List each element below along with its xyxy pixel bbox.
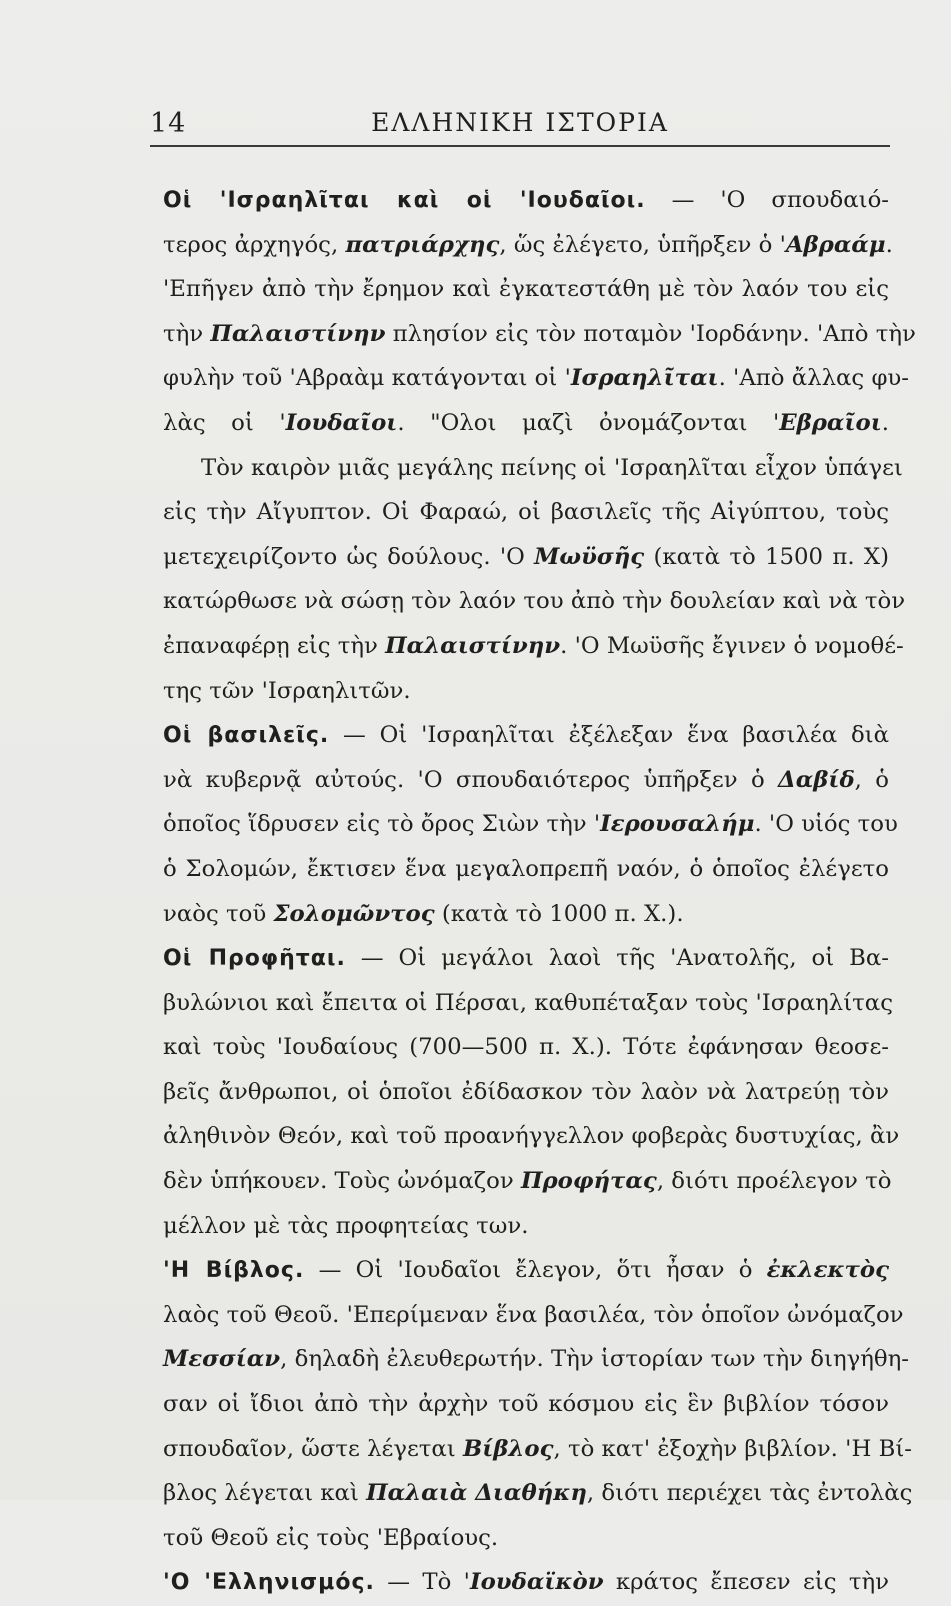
text-run: — Οἱ 'Ισραηλῖται ἐξέλεξαν ἕνα βασιλέα διὰ — [329, 722, 890, 749]
text-run: , διότι προέλεγον τὸ — [656, 1168, 892, 1195]
text-line — [163, 1560, 889, 1605]
text-run: . 'Απὸ ἄλλας φυ- — [718, 365, 909, 392]
text-run: λὰς οἱ ' — [163, 409, 286, 436]
text-line — [163, 1293, 904, 1338]
section-heading: 'Ο 'Ελληνισμός. — [163, 1570, 375, 1596]
paragraph — [163, 936, 900, 1248]
emphasized-term: Αβραάμ — [785, 231, 886, 258]
text-run: σαν οἱ ἴδιοι ἀπὸ τὴν ἀρχὴν τοῦ κόσμου εἰς ἓν βιβλίον τόσον — [163, 1391, 889, 1418]
text-run: ὁ Σολομών, ἔκτισεν ἕνα μεγαλοπρεπῆ ναόν, ὁ ὁποῖος ἐλέγετο — [163, 855, 889, 882]
text-line — [163, 267, 889, 312]
text-run: λαὸς τοῦ Θεοῦ. 'Επερίμεναν ἕνα βασιλέα, τὸν ὁποῖον ὠνόμαζον — [163, 1301, 904, 1328]
text-line — [163, 1204, 889, 1249]
paragraph — [163, 1560, 889, 1605]
text-line — [163, 1427, 912, 1472]
text-line — [163, 535, 889, 580]
emphasized-term: Σολομῶντος — [273, 900, 435, 927]
emphasized-term: Παλαιὰ Διαθήκη — [366, 1480, 587, 1507]
text-run: , διότι περιέχει τὰς ἐντολὰς — [586, 1480, 913, 1507]
page-number: 14 — [150, 108, 187, 139]
emphasized-term: Ιουδαῖοι — [285, 409, 398, 436]
text-line — [163, 1516, 889, 1561]
text-line — [163, 669, 889, 714]
text-run: 'Επῆγεν ἀπὸ τὴν ἔρημον καὶ ἐγκατεστάθη μὲ τὸν λαόν του εἰς — [163, 276, 889, 303]
paragraph — [163, 1248, 913, 1560]
text-line — [163, 579, 906, 624]
emphasized-term: Παλαιστίνην — [385, 632, 561, 659]
text-run: . — [881, 409, 889, 436]
text-run: τερος ἀρχηγός, — [163, 231, 346, 258]
text-run: . — [885, 231, 893, 258]
emphasized-term: πατριάρχης — [345, 231, 500, 258]
text-line — [163, 1070, 889, 1115]
text-run: φυλὴν τοῦ 'Αβραὰμ κατάγονται οἱ ' — [163, 365, 571, 392]
text-line — [163, 936, 889, 981]
text-line — [163, 223, 893, 268]
text-run: νὰ κυβερνᾷ αὐτούς. 'Ο σπουδαιότερος ὑπῆρξεν ὁ — [163, 766, 779, 793]
text-run: της τῶν 'Ισραηλιτῶν. — [163, 677, 411, 704]
page-header — [150, 108, 890, 148]
header-rule — [150, 145, 890, 147]
section-heading: Οἱ 'Ισραηλῖται καὶ οἱ 'Ιουδαῖοι. — [163, 188, 646, 213]
section-heading: Οἱ βασιλεῖς. — [163, 723, 330, 749]
text-line — [163, 1114, 900, 1159]
text-line — [163, 1159, 892, 1204]
text-run: σπουδαῖον, ὥστε λέγεται — [163, 1435, 463, 1462]
emphasized-term: Ισραηλῖται — [570, 365, 719, 392]
text-run: . "Ολοι μαζὶ ὀνομάζονται ' — [397, 409, 780, 436]
running-title: ΕΛΛΗΝΙΚΗ ΙΣΤΟΡΙΑ — [371, 108, 669, 137]
text-line — [163, 847, 889, 892]
emphasized-term: Βίβλος — [462, 1435, 554, 1462]
text-run: — Τὸ ' — [374, 1569, 470, 1596]
text-run: βλος λέγεται καὶ — [163, 1480, 367, 1507]
text-run: (κατὰ τὸ 1000 π. Χ.). — [434, 900, 684, 927]
emphasized-term: Δαβίδ — [778, 766, 855, 793]
text-run: , τὸ κατ' ἐξοχὴν βιβλίον. 'Η Βί- — [553, 1435, 912, 1462]
text-run: ἀληθινὸν Θεόν, καὶ τοῦ προανήγγελλον φοβερὰς δυστυχίας, ἂν — [163, 1123, 900, 1150]
text-line — [163, 446, 903, 491]
text-run: πλησίον εἰς τὸν ποταμὸν 'Ιορδάνην. 'Απὸ τὴν — [385, 320, 916, 347]
section-heading: Οἱ Προφῆται. — [163, 946, 346, 972]
text-line — [163, 312, 916, 357]
emphasized-term: Παλαιστίνην — [210, 320, 386, 347]
text-run: κατώρθωσε νὰ σώσῃ τὸν λαόν του ἀπὸ τὴν δουλείαν καὶ νὰ τὸν — [163, 588, 906, 615]
emphasized-term: Ιερουσαλήμ — [600, 811, 755, 838]
text-line — [163, 490, 889, 535]
text-run: . 'Ο υἱός του — [754, 811, 898, 838]
text-line — [163, 802, 898, 847]
emphasized-term: Μωϋσῆς — [534, 543, 645, 570]
text-run: Τὸν καιρὸν μιᾶς μεγάλης πείνης οἱ 'Ισραηλῖται εἶχον ὑπάγει — [201, 454, 903, 481]
document-body — [163, 178, 916, 1605]
text-run: καὶ τοὺς 'Ιουδαίους (700—500 π. Χ.). Τότε ἐφάνησαν θεοσε- — [163, 1034, 889, 1061]
text-line — [163, 624, 904, 669]
text-run: τὴν — [163, 320, 211, 347]
text-line — [163, 1382, 889, 1427]
text-line — [163, 1337, 909, 1382]
text-line — [163, 981, 893, 1026]
text-run: , ὁ — [854, 766, 889, 793]
text-run: , δηλαδὴ ἐλευθερωτήν. Τὴν ἱστορίαν των τὴν διηγήθη- — [280, 1346, 909, 1373]
text-run: — Οἱ μεγάλοι λαοὶ τῆς 'Ανατολῆς, οἱ Βα- — [345, 945, 889, 972]
text-run: μέλλον μὲ τὰς προφητείας των. — [163, 1212, 529, 1239]
emphasized-term: Μεσσίαν — [163, 1346, 281, 1373]
text-line — [163, 356, 909, 401]
text-run: (κατὰ τὸ 1500 π. Χ) — [644, 543, 889, 570]
emphasized-term: Εβραῖοι — [779, 409, 882, 436]
text-line — [163, 892, 889, 937]
emphasized-term: Προφήτας — [520, 1168, 657, 1195]
text-run: εἰς τὴν Αἴγυπτον. Οἱ Φαραώ, οἱ βασιλεῖς τῆς Αἰγύπτου, τοὺς — [163, 499, 889, 526]
text-run: . 'Ο Μωϋσῆς ἔγινεν ὁ νομοθέ- — [560, 632, 904, 659]
emphasized-term: Ιουδαϊκὸν — [469, 1569, 604, 1596]
text-run: μετεχειρίζοντο ὡς δούλους. 'Ο — [163, 543, 535, 570]
text-run: δὲν ὑπήκουεν. Τοὺς ὠνόμαζον — [163, 1168, 521, 1195]
text-line — [163, 713, 889, 758]
emphasized-term: ἐκλεκτὸς — [766, 1257, 889, 1284]
text-run: , ὥς ἐλέγετο, ὑπῆρξεν ὁ ' — [499, 231, 786, 258]
text-run: κράτος ἔπεσεν εἰς τὴν — [603, 1569, 889, 1596]
text-run: ἐπαναφέρῃ εἰς τὴν — [163, 632, 386, 659]
text-run: βεῖς ἄνθρωποι, οἱ ὁποῖοι ἐδίδασκον τὸν λαὸν νὰ λατρεύῃ τὸν — [163, 1078, 889, 1105]
paragraph — [163, 178, 916, 713]
text-run: τοῦ Θεοῦ εἰς τοὺς 'Εβραίους. — [163, 1524, 499, 1551]
text-run: — Οἱ 'Ιουδαῖοι ἔλεγον, ὅτι ἦσαν ὁ — [304, 1257, 767, 1284]
text-line — [163, 178, 889, 223]
text-line — [163, 401, 889, 446]
text-line — [163, 1471, 913, 1516]
text-run: ναὸς τοῦ — [163, 900, 274, 927]
section-heading: 'Η Βίβλος. — [163, 1258, 305, 1284]
text-line — [163, 1025, 889, 1070]
text-run: βυλώνιοι καὶ ἔπειτα οἱ Πέρσαι, καθυπέταξαν τοὺς 'Ισραηλίτας — [163, 989, 893, 1016]
text-run: — 'Ο σπουδαιό- — [645, 187, 889, 213]
paragraph — [163, 713, 898, 936]
text-line — [163, 1248, 889, 1293]
text-run: ὁποῖος ἵδρυσεν εἰς τὸ ὄρος Σιὼν τὴν ' — [163, 811, 601, 838]
text-line — [163, 758, 889, 803]
